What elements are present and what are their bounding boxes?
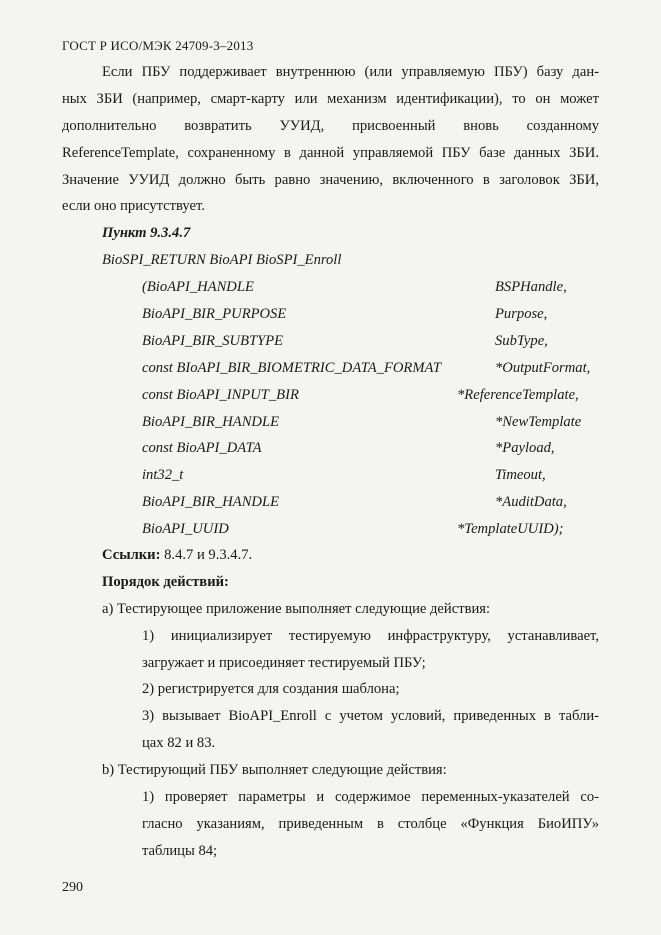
references-value: 8.4.7 и 9.3.4.7. bbox=[160, 547, 253, 563]
references-line bbox=[62, 542, 599, 569]
intro-line: дополнительно возвратить УУИД, присвоенный вновь созданному bbox=[62, 117, 599, 134]
param-type: BioAPI_BIR_HANDLE bbox=[142, 414, 279, 430]
param-type: BioAPI_BIR_SUBTYPE bbox=[142, 333, 284, 349]
param-name: *TemplateUUID); bbox=[457, 521, 564, 537]
param-row bbox=[142, 382, 599, 409]
param-name: *NewTemplate bbox=[495, 414, 582, 430]
step-b-item: таблицы 84; bbox=[142, 842, 218, 859]
document-header: ГОСТ Р ИСО/МЭК 24709-3–2013 bbox=[62, 38, 254, 53]
page-number: 290 bbox=[62, 880, 83, 895]
step-b-heading: b) Тестирующий ПБУ выполняет следующие действия: bbox=[102, 762, 447, 779]
param-row bbox=[142, 409, 599, 436]
param-row bbox=[142, 274, 599, 301]
step-b-item: 1) проверяет параметры и содержимое переменных-указателей со- bbox=[142, 789, 599, 806]
param-type: const BioAPI_INPUT_BIR bbox=[142, 387, 299, 403]
step-a-heading: а) Тестирующее приложение выполняет следующие действия: bbox=[102, 600, 491, 617]
param-name: Timeout, bbox=[495, 467, 546, 483]
param-type: BioAPI_BIR_PURPOSE bbox=[142, 306, 287, 322]
param-type: (BioAPI_HANDLE bbox=[142, 279, 254, 295]
param-type: BioAPI_UUID bbox=[142, 521, 229, 537]
step-a-item: цах 82 и 83. bbox=[142, 735, 216, 752]
param-row bbox=[142, 435, 599, 462]
param-row bbox=[142, 355, 599, 382]
step-a-item: загружает и присоединяет тестируемый ПБУ; bbox=[142, 654, 426, 671]
function-signature: BioSPI_RETURN BioAPI BioSPI_Enroll bbox=[102, 251, 342, 268]
param-name: SubType, bbox=[495, 333, 548, 349]
param-type: const BioAPI_DATA bbox=[142, 440, 262, 456]
param-type: BioAPI_BIR_HANDLE bbox=[142, 494, 279, 510]
param-name: *Payload, bbox=[495, 440, 555, 456]
param-row bbox=[142, 301, 599, 328]
procedure-block bbox=[62, 542, 599, 865]
section-block bbox=[62, 220, 599, 274]
step-a-item: 2) регистрируется для создания шаблона; bbox=[142, 681, 400, 698]
param-name: *ReferenceTemplate, bbox=[457, 387, 579, 403]
intro-line: если оно присутствует. bbox=[62, 198, 205, 215]
param-name: *OutputFormat, bbox=[495, 360, 591, 376]
step-b-item: гласно указаниям, приведенным в столбце «Функция БиоИПУ» bbox=[142, 815, 599, 832]
intro-line: Значение УУИД должно быть равно значению, включенного в заголовок ЗБИ, bbox=[62, 171, 599, 188]
intro-line: ReferenceTemplate, сохраненному в данной управляемой ПБУ базе данных ЗБИ. bbox=[62, 144, 599, 161]
section-title: Пункт 9.3.4.7 bbox=[102, 225, 191, 241]
intro-line: ных ЗБИ (например, смарт-карту или механизм идентификации), то он может bbox=[62, 90, 599, 107]
step-a-item: 1) инициализирует тестируемую инфраструктуру, устанавливает, bbox=[142, 627, 599, 644]
intro-line: Если ПБУ поддерживает внутреннюю (или управляемую ПБУ) базу дан- bbox=[102, 64, 599, 80]
param-row bbox=[142, 462, 599, 489]
param-name: *AuditData, bbox=[495, 494, 567, 510]
param-name: Purpose, bbox=[495, 306, 548, 322]
intro-paragraph bbox=[62, 59, 599, 220]
param-name: BSPHandle, bbox=[495, 279, 567, 295]
param-row bbox=[142, 328, 599, 355]
references-label: Ссылки: bbox=[102, 547, 161, 563]
param-row bbox=[142, 516, 599, 543]
param-row bbox=[142, 489, 599, 516]
param-type: int32_t bbox=[142, 467, 184, 483]
param-type: const BIoAPI_BIR_BIOMETRIC_DATA_FORMAT bbox=[142, 360, 441, 376]
procedure-title: Порядок действий: bbox=[102, 573, 229, 590]
step-a-item: 3) вызывает BioAPI_Enroll с учетом условий, приведенных в табли- bbox=[142, 708, 599, 725]
